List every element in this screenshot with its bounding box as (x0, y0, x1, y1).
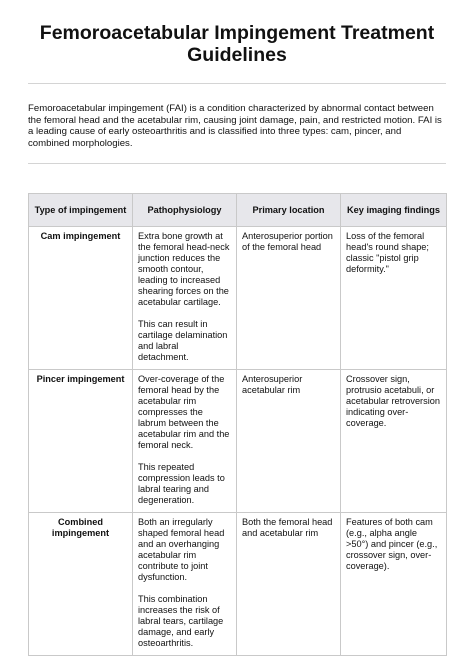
cell-type: Cam impingement (29, 227, 133, 370)
pathophysiology-text: This combination increases the risk of labral tears, cartilage damage, and early osteoarthritis. (138, 594, 224, 648)
cell-pathophysiology (133, 513, 237, 656)
table-row (29, 513, 447, 656)
table-header-row (29, 194, 447, 227)
pathophysiology-text: This repeated compression leads to labral tearing and degeneration. (138, 462, 225, 505)
impingement-table (28, 193, 447, 656)
cell-location: Anterosuperior acetabular rim (237, 370, 341, 513)
pathophysiology-text: Both an irregularly shaped femoral head and an overhanging acetabular rim contribute to joint dysfunction. (138, 517, 225, 582)
title-divider (28, 83, 446, 84)
cell-pathophysiology (133, 370, 237, 513)
pathophysiology-text: This can result in cartilage delamination and labral detachment. (138, 319, 228, 362)
page-title: Femoroacetabular Impingement Treatment Guidelines (39, 22, 435, 66)
cell-type: Combined impingement (29, 513, 133, 656)
table-row (29, 370, 447, 513)
cell-location: Anterosuperior portion of the femoral head (237, 227, 341, 370)
cell-location: Both the femoral head and acetabular rim (237, 513, 341, 656)
cell-imaging: Features of both cam (e.g., alpha angle >50°) and pincer (e.g., crossover sign, over-coverage). (341, 513, 447, 656)
header-type: Type of impingement (29, 194, 133, 227)
intro-divider (28, 163, 446, 164)
cell-imaging: Crossover sign, protrusio acetabuli, or acetabular retroversion indicating over-coverage. (341, 370, 447, 513)
header-imaging: Key imaging findings (341, 194, 447, 227)
pathophysiology-text: Over-coverage of the femoral head by the acetabular rim compresses the labrum between the acetabular rim and the femoral neck. (138, 374, 230, 450)
table-row (29, 227, 447, 370)
header-location: Primary location (237, 194, 341, 227)
cell-pathophysiology (133, 227, 237, 370)
pathophysiology-text: Extra bone growth at the femoral head-neck junction reduces the smooth contour, leading to increased shearing forces on the acetabular cartilage. (138, 231, 230, 307)
cell-imaging: Loss of the femoral head's round shape; classic "pistol grip deformity." (341, 227, 447, 370)
cell-type: Pincer impingement (29, 370, 133, 513)
intro-paragraph: Femoroacetabular impingement (FAI) is a condition characterized by abnormal contact between the femoral head and the acetabular rim, causing joint damage, pain, and restricted motion. FAI is a leading cause of early osteoarthritis and is classified into three types: cam, pincer, and combined morphologies. (28, 103, 442, 150)
header-pathophysiology: Pathophysiology (133, 194, 237, 227)
